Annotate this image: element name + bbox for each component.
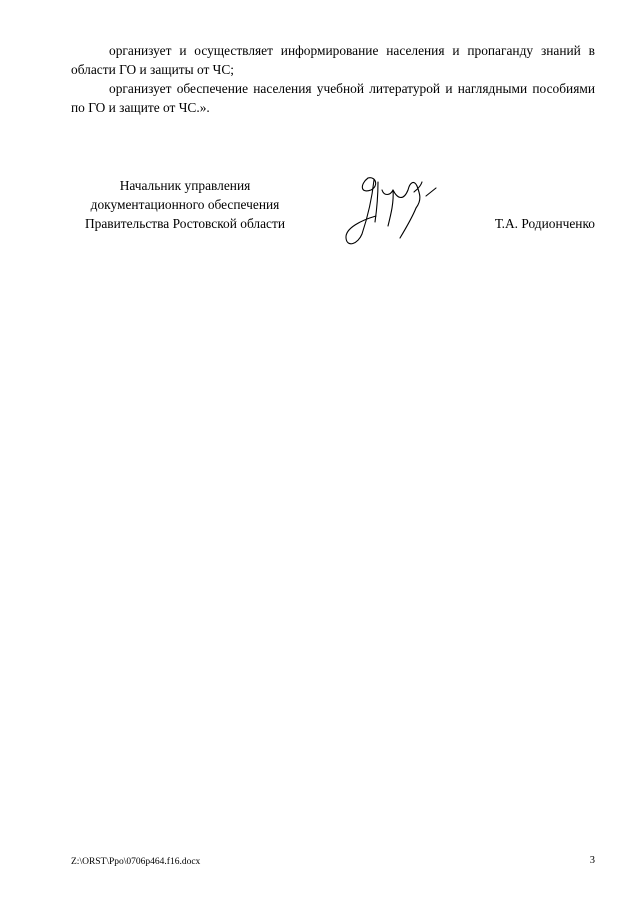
signer-name: Т.А. Родионченко <box>494 216 595 231</box>
signatory-position <box>60 176 310 233</box>
footer-file-path: Z:\ORST\Ppo\0706p464.f16.docx <box>71 857 201 867</box>
handwritten-signature <box>338 168 454 252</box>
page-number: 3 <box>589 855 595 866</box>
body-paragraph-information: организует и осуществляет информирование населения и пропаганду знаний в области ГО и защиты от ЧС; <box>71 43 595 77</box>
body-paragraph-literature: организует обеспечение населения учебной литературой и наглядными пособиями по ГО и защите от ЧС.». <box>71 81 595 115</box>
position-line-3: Правительства Ростовской области <box>84 216 286 231</box>
position-line-1: Начальник управления <box>119 178 251 193</box>
position-line-2: документационного обеспечения <box>90 197 280 212</box>
